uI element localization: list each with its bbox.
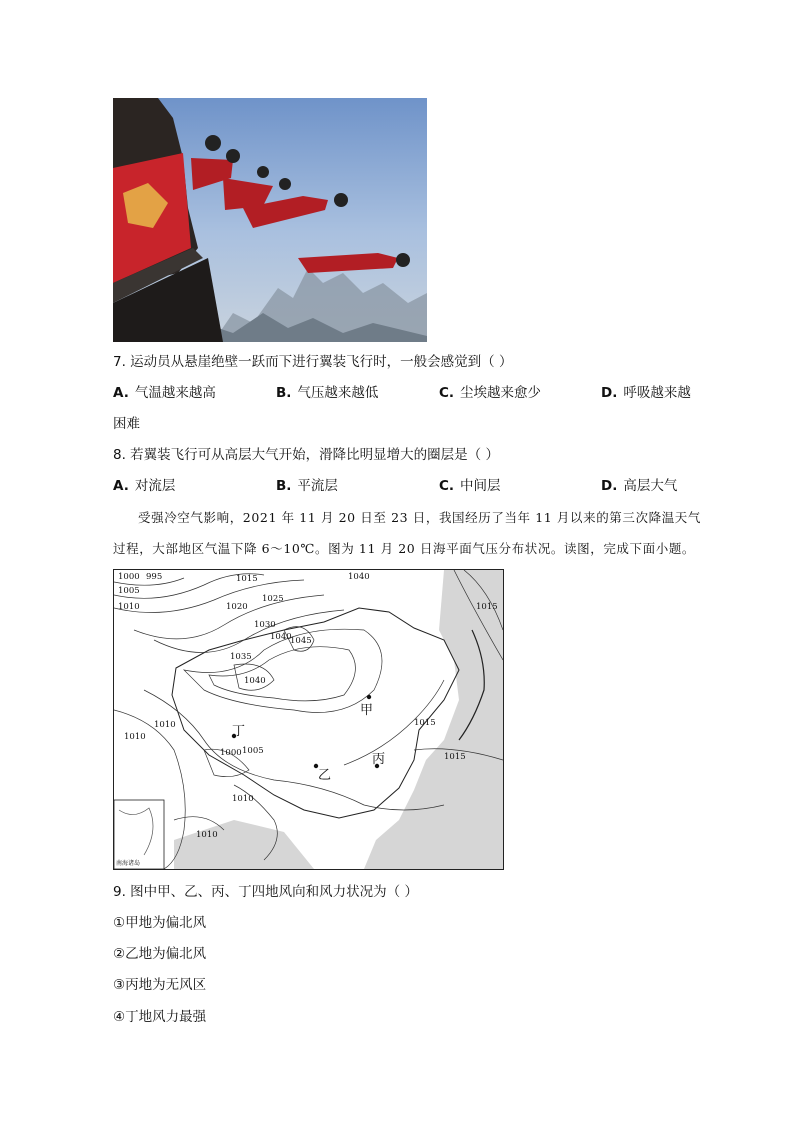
passage-line-2: 过程，大部地区气温下降 6～10℃。图为 11 月 20 日海平面气压分布状况。读图，完成下面小题。 (113, 541, 696, 556)
isobar-label: 1005 (118, 586, 140, 596)
q7-option-a[interactable]: A. 气温越来越高 (113, 385, 216, 401)
place-label-yi: 乙 (318, 768, 332, 783)
isobar-label: 1040 (348, 572, 370, 582)
isobar-label: 1010 (196, 830, 218, 840)
isobar-label: 1005 (242, 746, 264, 756)
q9-item-3: ③丙地为无风区 (113, 977, 207, 993)
q7-option-d-wrap: 困难 (113, 416, 140, 432)
isobar-label: 1015 (236, 574, 258, 584)
q9-item-4: ④丁地风力最强 (113, 1009, 207, 1025)
isobar-label: 1000 (220, 748, 242, 758)
place-label-jia: 甲 (360, 703, 374, 718)
isobar-label: 1010 (124, 732, 146, 742)
passage-line-1: 受强冷空气影响，2021 年 11 月 20 日至 23 日，我国经历了当年 11 月以来的第三次降温天气 (138, 510, 701, 525)
isobar-label: 1010 (232, 794, 254, 804)
q7-option-c[interactable]: C. 尘埃越来愈少 (439, 385, 542, 401)
isobar-label: 1020 (226, 602, 248, 612)
isobar-label: 1015 (414, 718, 436, 728)
wingsuit-photo (113, 98, 427, 342)
isobar-label: 1040 (244, 676, 266, 686)
isobar-label: 1010 (154, 720, 176, 730)
question-9-stem: 9. 图中甲、乙、丙、丁四地风向和风力状况为（ ） (113, 884, 418, 900)
q8-option-a[interactable]: A. 对流层 (113, 478, 176, 494)
inset-label: 南海诸岛 (116, 860, 141, 867)
q8-option-d[interactable]: D. 高层大气 (601, 478, 678, 494)
q8-option-c[interactable]: C. 中间层 (439, 478, 501, 494)
isobar-label: 1010 (118, 602, 140, 612)
place-label-bing: 丙 (372, 752, 386, 767)
q9-item-1: ①甲地为偏北风 (113, 915, 207, 931)
q7-option-b[interactable]: B. 气压越来越低 (276, 385, 379, 401)
place-label-ding: 丁 (232, 724, 246, 739)
isobar-map (113, 569, 504, 870)
question-7-stem: 7. 运动员从悬崖绝壁一跃而下进行翼装飞行时，一般会感觉到（ ） (113, 354, 513, 370)
q8-option-b[interactable]: B. 平流层 (276, 478, 338, 494)
isobar-label: 995 (146, 572, 163, 582)
isobar-label: 1035 (230, 652, 252, 662)
isobar-label: 1000 (118, 572, 140, 582)
isobar-label: 1015 (444, 752, 466, 762)
q9-item-2: ②乙地为偏北风 (113, 946, 207, 962)
question-8-stem: 8. 若翼装飞行可从高层大气开始，滑降比明显增大的圈层是（ ） (113, 447, 499, 463)
isobar-label: 1025 (262, 594, 284, 604)
q7-option-d[interactable]: D. 呼吸越来越 (601, 385, 691, 401)
isobar-label: 1040 (270, 632, 292, 642)
isobar-label: 1045 (290, 636, 312, 646)
isobar-label: 1015 (476, 602, 498, 612)
isobar-label: 1030 (254, 620, 276, 630)
